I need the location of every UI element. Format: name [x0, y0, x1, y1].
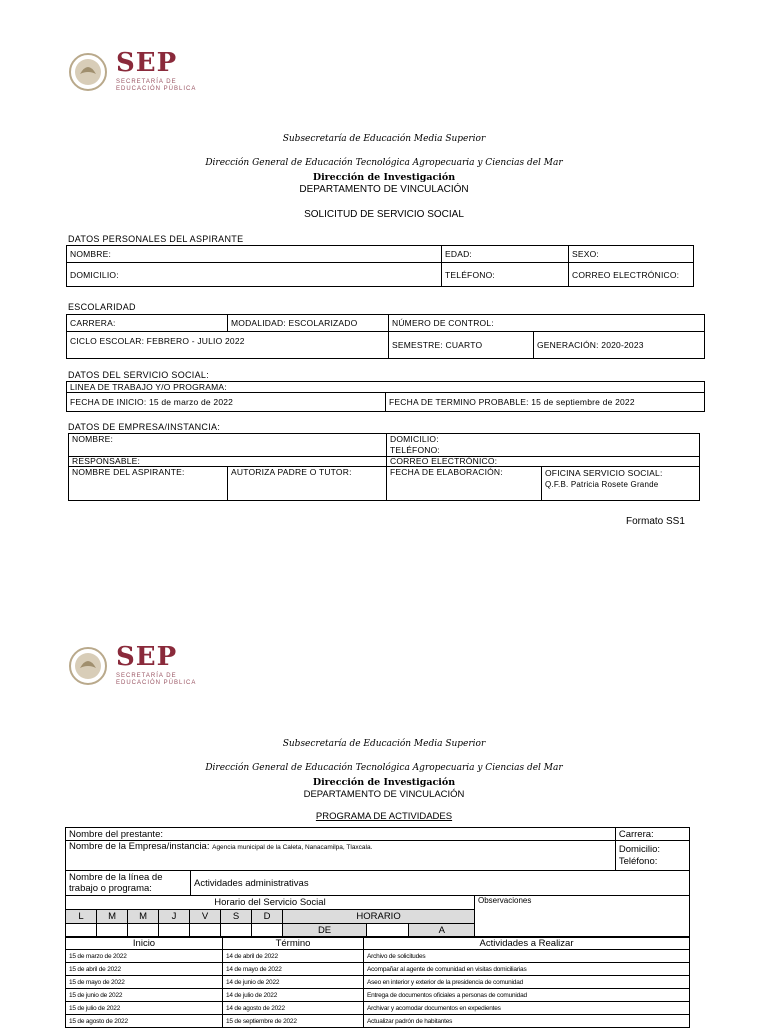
sep-logo	[68, 48, 208, 98]
field-sexo: SEXO:	[569, 246, 694, 263]
direccion: Dirección de Investigación	[312, 172, 456, 183]
field-telefono: TELÉFONO:	[442, 263, 569, 287]
day-l: L	[66, 910, 97, 924]
sep-wordmark: SEP	[116, 642, 178, 672]
direccion-general: Dirección General de Educación Tecnológica Agropecuaria y Ciencias del Mar	[205, 158, 563, 168]
section-escolaridad: ESCOLARIDAD	[68, 302, 136, 312]
field-fecha-termino: FECHA DE TERMINO PROBABLE: 15 de septiembre de 2022	[386, 393, 705, 412]
table-row	[66, 989, 690, 1002]
programa-header-table	[65, 827, 690, 896]
horario-label: HORARIO	[283, 910, 475, 924]
field-modalidad: MODALIDAD: ESCOLARIZADO	[228, 315, 389, 332]
oficina-label: OFICINA SERVICIO SOCIAL:	[545, 468, 663, 478]
field-oficina	[542, 467, 700, 501]
field-fecha-inicio: FECHA DE INICIO: 15 de marzo de 2022	[67, 393, 386, 412]
row-actividad: Acompañar al agente de comunidad en visitas domiciliarias	[364, 963, 690, 976]
field-linea-label: Nombre de la línea de trabajo o programa:	[66, 871, 191, 896]
row-inicio: 15 de abril de 2022	[66, 963, 223, 976]
field-domicilio-2: Domicilio:	[618, 843, 661, 855]
row-inicio: 15 de junio de 2022	[66, 989, 223, 1002]
empresa-label: Nombre de la Empresa/instancia:	[69, 841, 210, 852]
departamento: DEPARTAMENTO DE VINCULACIÓN	[299, 184, 469, 195]
section-personales: DATOS PERSONALES DEL ASPIRANTE	[68, 234, 244, 244]
eagle-seal-icon	[68, 52, 108, 92]
row-termino: 14 de agosto de 2022	[223, 1002, 364, 1015]
eagle-seal-icon	[68, 646, 108, 686]
personales-table	[66, 245, 694, 287]
day-j: J	[159, 910, 190, 924]
programa-title: PROGRAMA DE ACTIVIDADES	[315, 811, 453, 822]
col-inicio: Inicio	[66, 938, 223, 950]
field-edad: EDAD:	[442, 246, 569, 263]
departamento-2: DEPARTAMENTO DE VINCULACIÓN	[303, 789, 465, 800]
escolaridad-table	[66, 314, 705, 359]
field-responsable: RESPONSABLE:	[69, 457, 387, 467]
col-termino: Término	[223, 938, 364, 950]
row-termino: 14 de junio de 2022	[223, 976, 364, 989]
logo-line-2: EDUCACIÓN PÚBLICA	[116, 86, 197, 92]
field-empresa-domicilio-telefono	[387, 434, 700, 457]
horario-title: Horario del Servicio Social	[66, 896, 475, 910]
field-ciclo: CICLO ESCOLAR: FEBRERO - JULIO 2022	[67, 332, 389, 359]
page-title: SOLICITUD DE SERVICIO SOCIAL	[304, 209, 464, 220]
section-empresa: DATOS DE EMPRESA/INSTANCIA:	[68, 422, 221, 432]
field-carrera: CARRERA:	[67, 315, 228, 332]
field-correo: CORREO ELECTRÓNICO:	[569, 263, 694, 287]
field-empresa	[66, 841, 616, 871]
field-domicilio: DOMICILIO:	[67, 263, 442, 287]
row-termino: 14 de abril de 2022	[223, 950, 364, 963]
field-linea-value: Actividades administrativas	[191, 871, 690, 896]
row-actividad: Aseo en interior y exterior de la presidencia de comunidad	[364, 976, 690, 989]
field-semestre: SEMESTRE: CUARTO	[389, 332, 534, 359]
day-cell	[97, 924, 128, 937]
row-actividad: Actualizar padrón de habitantes	[364, 1015, 690, 1028]
field-autoriza: AUTORIZA PADRE O TUTOR:	[228, 467, 387, 501]
day-m1: M	[97, 910, 128, 924]
direccion-2: Dirección de Investigación	[312, 777, 456, 788]
field-control: NÚMERO DE CONTROL:	[389, 315, 705, 332]
servicio-table	[66, 381, 705, 412]
day-cell	[66, 924, 97, 937]
row-actividad: Archivar y acomodar documentos en expedientes	[364, 1002, 690, 1015]
field-empresa-correo: CORREO ELECTRÓNICO:	[387, 457, 700, 467]
day-cell	[190, 924, 221, 937]
col-actividades: Actividades a Realizar	[364, 938, 690, 950]
field-empresa-telefono: TELÉFONO:	[390, 445, 440, 455]
logo-line-1: SECRETARÍA DE	[116, 79, 177, 85]
row-termino: 14 de julio de 2022	[223, 989, 364, 1002]
day-m2: M	[128, 910, 159, 924]
observaciones: Observaciones	[475, 896, 690, 937]
table-row	[66, 950, 690, 963]
field-nombre: NOMBRE:	[67, 246, 442, 263]
horario-table	[65, 895, 690, 937]
horario-de: DE	[283, 924, 367, 937]
field-telefono-2: Teléfono:	[618, 855, 658, 867]
empresa-value: Agencia municipal de la Caleta, Nanacamilpa, Tlaxcala.	[212, 844, 373, 851]
subsecretaria-2: Subsecretaría de Educación Media Superior	[282, 739, 486, 749]
actividades-table	[65, 937, 690, 1028]
row-termino: 14 de mayo de 2022	[223, 963, 364, 976]
field-empresa-nombre: NOMBRE:	[69, 434, 387, 457]
horario-de-value	[366, 924, 409, 937]
table-row	[66, 1002, 690, 1015]
field-prestante: Nombre del prestante:	[66, 828, 616, 841]
day-v: V	[190, 910, 221, 924]
day-cell	[128, 924, 159, 937]
row-actividad: Archivo de solicitudes	[364, 950, 690, 963]
row-inicio: 15 de agosto de 2022	[66, 1015, 223, 1028]
row-inicio: 15 de julio de 2022	[66, 1002, 223, 1015]
sep-logo-2	[68, 642, 208, 692]
field-fecha-elaboracion: FECHA DE ELABORACIÓN:	[387, 467, 542, 501]
row-termino: 15 de septiembre de 2022	[223, 1015, 364, 1028]
row-inicio: 15 de mayo de 2022	[66, 976, 223, 989]
day-cell	[159, 924, 190, 937]
logo-line-1: SECRETARÍA DE	[116, 673, 177, 679]
direccion-general-2: Dirección General de Educación Tecnológica Agropecuaria y Ciencias del Mar	[205, 763, 563, 773]
horario-a: A	[409, 924, 475, 937]
field-linea: LINEA DE TRABAJO Y/O PROGRAMA:	[67, 382, 705, 393]
field-empresa-domicilio: DOMICILIO:	[390, 434, 439, 444]
table-row	[66, 963, 690, 976]
formato-label: Formato SS1	[626, 516, 685, 527]
logo-line-2: EDUCACIÓN PÚBLICA	[116, 680, 197, 686]
table-row	[66, 976, 690, 989]
row-actividad: Entrega de documentos oficiales a personas de comunidad	[364, 989, 690, 1002]
row-inicio: 15 de marzo de 2022	[66, 950, 223, 963]
table-row	[66, 1015, 690, 1028]
field-nombre-aspirante: NOMBRE DEL ASPIRANTE:	[69, 467, 228, 501]
day-d: D	[252, 910, 283, 924]
field-domicilio-telefono	[615, 841, 689, 871]
sep-wordmark: SEP	[116, 48, 178, 78]
empresa-table	[68, 433, 700, 501]
day-cell	[252, 924, 283, 937]
day-s: S	[221, 910, 252, 924]
subsecretaria: Subsecretaría de Educación Media Superior	[282, 134, 486, 144]
section-servicio: DATOS DEL SERVICIO SOCIAL:	[68, 370, 210, 380]
oficina-nombre: Q.F.B. Patricia Rosete Grande	[545, 480, 659, 489]
field-generacion: GENERACIÓN: 2020-2023	[534, 332, 705, 359]
day-cell	[221, 924, 252, 937]
field-carrera-2: Carrera:	[615, 828, 689, 841]
